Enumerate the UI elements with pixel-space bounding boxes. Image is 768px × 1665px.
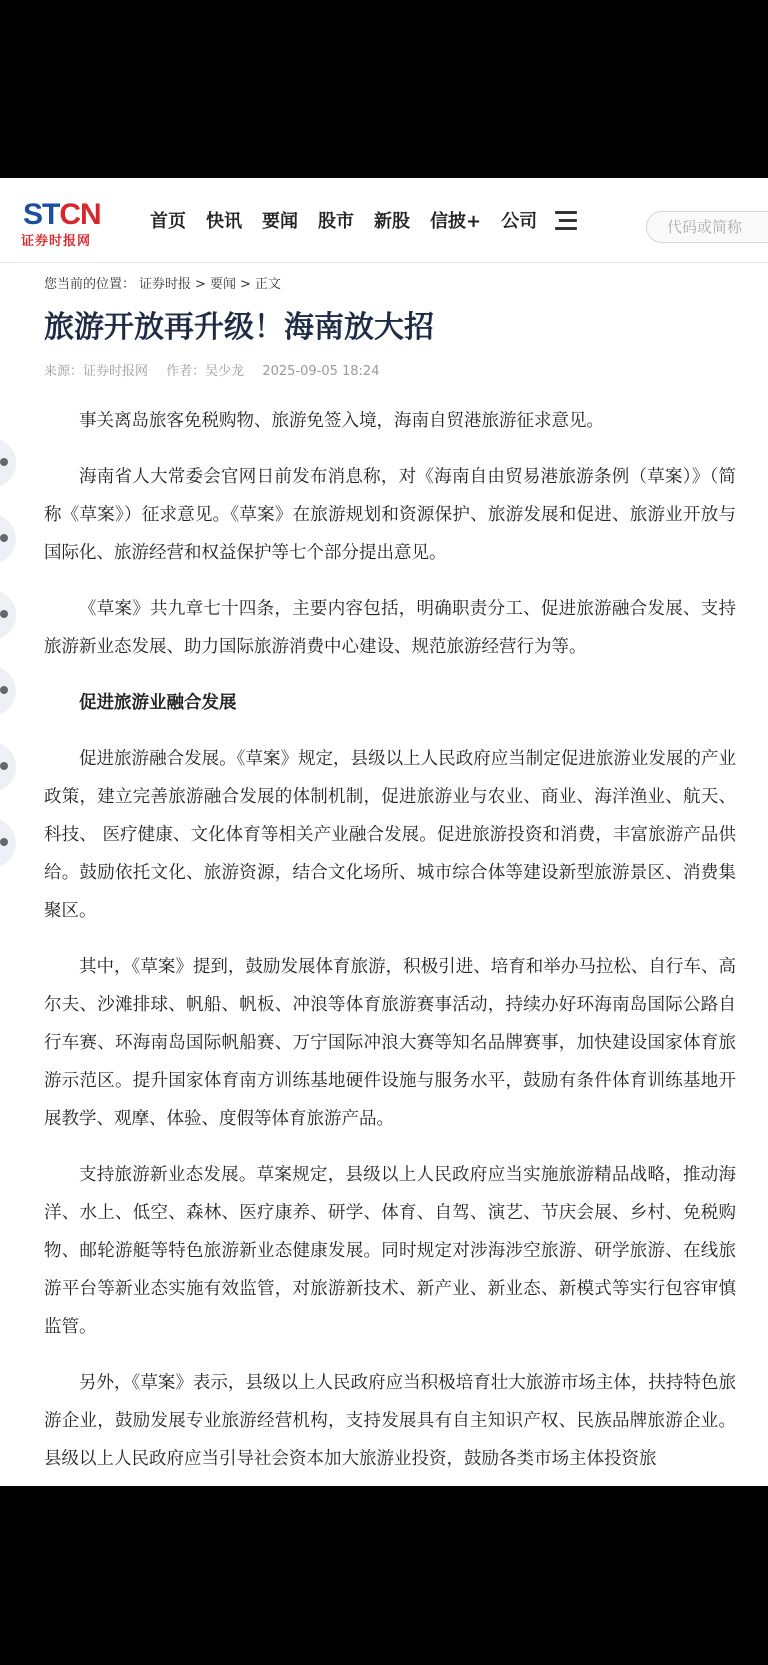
breadcrumb-link-headlines[interactable]: 要闻 bbox=[209, 277, 236, 292]
nav-item-ipo[interactable]: 新股 bbox=[374, 211, 410, 232]
nav-item-stocks[interactable]: 股市 bbox=[318, 211, 354, 232]
wechat-icon[interactable] bbox=[0, 438, 16, 488]
logo-wordmark-blue: ST bbox=[23, 198, 60, 231]
breadcrumb-link-stcn[interactable]: 证券时报 bbox=[139, 277, 192, 292]
nav-item-disclosure[interactable]: 信披+ bbox=[430, 211, 482, 232]
article-paragraph: 其中，《草案》提到，鼓励发展体育旅游，积极引进、培育和举办马拉松、自行车、高尔夫、沙滩排球、帆船、帆板、冲浪等体育旅游赛事活动，持续办好环海南岛国际公路自行车赛、环海南岛国际帆船赛、万宁国际冲浪大赛等知名品牌赛事，加快建设国家体育旅游示范区。提升国家体育南方训练基地硬件设施与服务水平，鼓励有条件体育训练基地开展教学、观摩、体验、度假等体育旅游产品。 bbox=[44, 957, 736, 1129]
bottom-black-bar bbox=[0, 1486, 768, 1665]
logo-subtitle: 证券时报网 bbox=[21, 234, 92, 249]
nav-item-flash[interactable]: 快讯 bbox=[206, 211, 242, 232]
menu-icon[interactable] bbox=[555, 211, 579, 231]
breadcrumb-separator: > bbox=[195, 277, 206, 292]
nav-item-home[interactable]: 首页 bbox=[150, 211, 186, 232]
logo-wordmark bbox=[23, 198, 101, 232]
nav-item-companies[interactable]: 公司 bbox=[501, 211, 538, 232]
article-paragraph: 另外，《草案》表示，县级以上人民政府应当积极培育壮大旅游市场主体，扶持特色旅游企业，鼓励发展专业旅游经营机构，支持发展具有自主知识产权、民族品牌旅游企业。县级以上人民政府应当引导社会资本加大旅游业投资，鼓励各类市场主体投资旅 bbox=[44, 1373, 736, 1469]
article-author: 作者：吴少龙 bbox=[166, 364, 245, 379]
qq-icon[interactable] bbox=[0, 590, 16, 640]
site-header bbox=[0, 178, 768, 263]
article-paragraph: 事关离岛旅客免税购物、旅游免签入境，海南自贸港旅游征求意见。 bbox=[79, 411, 604, 431]
qzone-icon[interactable] bbox=[0, 666, 16, 716]
logo-wordmark-red: CN bbox=[59, 198, 101, 231]
top-black-bar bbox=[0, 0, 768, 178]
breadcrumb bbox=[44, 276, 736, 294]
stcn-logo[interactable] bbox=[20, 198, 110, 249]
article-paragraph: 《草案》共九章七十四条，主要内容包括，明确职责分工、促进旅游融合发展、支持旅游新业态发展、助力国际旅游消费中心建设、规范旅游经营行为等。 bbox=[44, 599, 736, 657]
comment-icon[interactable] bbox=[0, 742, 16, 792]
article-datetime: 2025-09-05 18:24 bbox=[262, 364, 380, 379]
article-page bbox=[0, 178, 768, 1486]
breadcrumb-current: 正文 bbox=[254, 277, 281, 292]
article-subheading: 促进旅游业融合发展 bbox=[79, 693, 237, 713]
weibo-icon[interactable] bbox=[0, 514, 16, 564]
article-title: 旅游开放再升级！海南放大招 bbox=[44, 310, 434, 345]
article-source: 来源：证券时报网 bbox=[44, 364, 149, 379]
search-input[interactable]: 代码或简称 bbox=[646, 211, 768, 243]
article-meta bbox=[44, 362, 736, 382]
main-nav bbox=[150, 178, 557, 262]
article-content bbox=[44, 276, 736, 1478]
article-paragraph: 促进旅游融合发展。《草案》规定，县级以上人民政府应当制定促进旅游业发展的产业政策，建立完善旅游融合发展的体制机制，促进旅游业与农业、商业、海洋渔业、航天、科技、 医疗健康、文化体育等相关产业融合发展。促进旅游投资和消费，丰富旅游产品供给。鼓励依托文化、旅游资源，结合文化场所、城市综合体等建设新型旅游景区、消费集聚区。 bbox=[44, 749, 736, 921]
nav-item-headlines[interactable]: 要闻 bbox=[262, 211, 298, 232]
article-paragraph: 支持旅游新业态发展。草案规定，县级以上人民政府应当实施旅游精品战略，推动海洋、水上、低空、森林、医疗康养、研学、体育、自驾、演艺、节庆会展、乡村、免税购物、邮轮游艇等特色旅游新业态健康发展。同时规定对涉海涉空旅游、研学旅游、在线旅游平台等新业态实施有效监管，对旅游新技术、新产业、新业态、新模式等实行包容审慎监管。 bbox=[44, 1165, 736, 1337]
article-paragraph: 海南省人大常委会官网日前发布消息称，对《海南自由贸易港旅游条例（草案）》（简称《草案》）征求意见。《草案》在旅游规划和资源保护、旅游发展和促进、旅游业开放与国际化、旅游经营和权益保护等七个部分提出意见。 bbox=[44, 467, 736, 563]
link-icon[interactable] bbox=[0, 818, 16, 868]
breadcrumb-prefix: 您当前的位置： bbox=[44, 277, 136, 292]
breadcrumb-separator: > bbox=[239, 277, 251, 292]
